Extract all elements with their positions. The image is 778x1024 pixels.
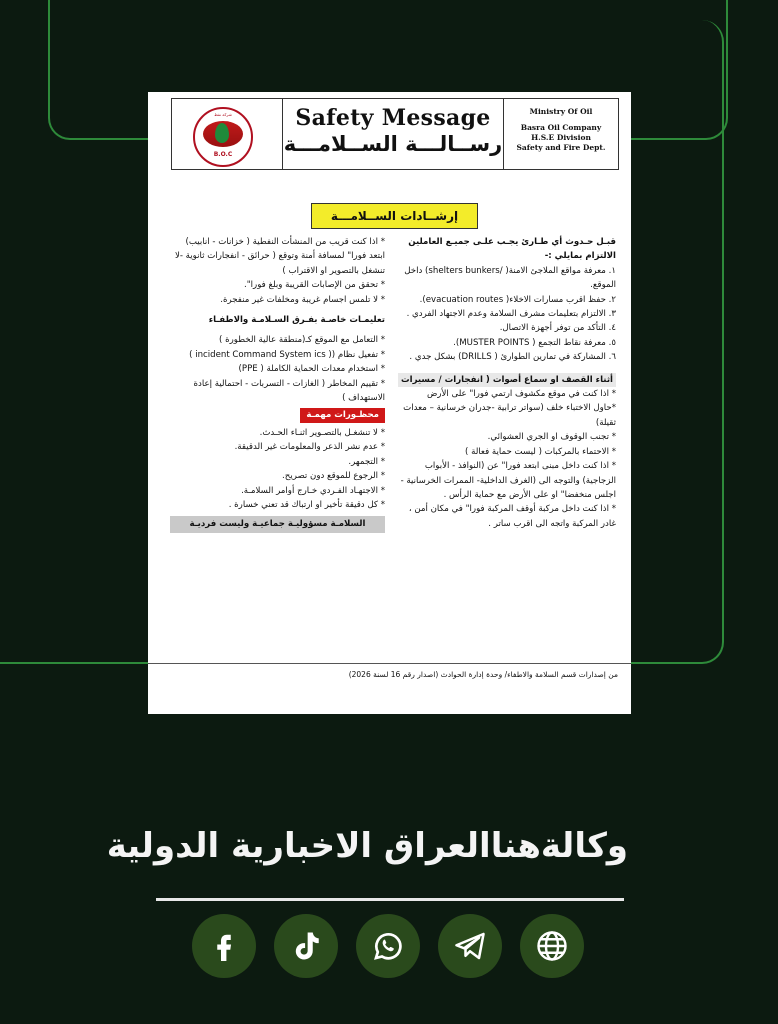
- during-item: * اذا كنت في موقع مكشوف ارتمي فورا" على الأرض: [426, 389, 616, 400]
- globe-icon[interactable]: [520, 914, 584, 978]
- teams-item: * تفعيل نظام (( incident Command System ics ): [189, 349, 385, 360]
- company-logo: [172, 99, 283, 169]
- company-name: Basra Oil Company: [520, 123, 602, 132]
- title-arabic: رســالـــة الســلامـــة: [283, 132, 503, 156]
- step-item: ٦. المشاركة في تمارين الطوارئ ( DRILLS) بشكل جدي .: [409, 352, 616, 363]
- step-item: ٣. الالتزام بتعليمات مشرف السلامة وعدم الاجتهاد الفردي .: [406, 309, 616, 320]
- agency-brand-name: وكالةهناالعراق الاخبارية الدولية: [106, 826, 628, 866]
- document-footer: من إصدارات قسم السلامة والاطفاء/ وحدة إدارة الحوادث (اصدار رقم 16 لسنة 2026): [348, 670, 618, 679]
- department-name: Safety and Fire Dept.: [516, 143, 606, 152]
- step-item: ٤. التأكد من توفر أجهزة الاتصال.: [499, 323, 616, 334]
- step-item: ٥. معرفة نقاط التجمع ( MUSTER POINTS).: [453, 337, 616, 348]
- document-header: [171, 98, 619, 170]
- during-item: * تجنب الوقوف او الجري العشوائي.: [487, 432, 616, 443]
- teams-item: * التعامل مع الموقع كـ(منطقة عالية الخطورة ): [219, 335, 385, 346]
- tiktok-icon[interactable]: [274, 914, 338, 978]
- forbidden-item: * الرجوع للموقع دون تصريح.: [282, 471, 385, 482]
- responsibility-banner: السلامـة مسؤوليـة جماعيـة وليست فرديـة: [170, 516, 385, 532]
- logo-top-text: شركة نفط: [214, 112, 232, 117]
- left-column: [170, 235, 385, 533]
- during-item: * اذا كنت داخل مركبة أوقف المركبة فورا" في مكان أمن ، غادر المركبة واتجه الى اقرب ساتر .: [408, 504, 616, 529]
- forbidden-heading: محظـورات مهمـة: [300, 408, 385, 422]
- ministry-block: [504, 99, 618, 169]
- division-name: H.S.E Division: [531, 133, 591, 142]
- during-item: *حاول الاختباء خلف (سواتر ترابية -جدران خرسانية – معدات ثقيلة): [403, 403, 616, 428]
- teams-heading: تعليمـات خاصـة بفـرق السـلامـة والاطفـاء: [208, 315, 385, 326]
- forbidden-item: * كل دقيقة تأخير او ارتباك قد تعني خسارة .: [228, 499, 385, 510]
- right-column: [398, 235, 616, 531]
- during-item: * اذا كنت داخل مبنى ابتعد فورا" عن (النوافذ - الأبواب الزجاجية) والتوجه الى (الغرف الداخلية- الممرات الخرسانية - اجلس منخفضا" او على الأرض مع حماية الرأس .: [400, 461, 616, 500]
- telegram-icon[interactable]: [438, 914, 502, 978]
- header-title: [283, 99, 504, 169]
- after-item: * اذا كنت قريب من المنشأت النفطية ( خزانات - انابيب) ابتعد فورا" لمسافة أمنة وتوقع ( حرائق - انفجارات ثانوية -لا تنشغل بالتصوير او الاقتراب ): [174, 237, 385, 276]
- step-item: ٢. حفظ اقرب مسارات الاخلاء( evacuation routes).: [419, 294, 616, 305]
- section-title: إرشــادات الســلامـــة: [311, 203, 478, 229]
- ministry-name: Ministry Of Oil: [529, 107, 593, 116]
- facebook-icon[interactable]: [192, 914, 256, 978]
- during-attack-heading: أثناء القصف او سماع أصوات ( انفجارات / مسيرات: [398, 373, 616, 387]
- forbidden-item: * التجمهر.: [348, 456, 385, 467]
- teams-item: * استخدام معدات الحماية الكاملة ( PPE): [238, 364, 385, 375]
- step-item: ١. معرفة مواقع الملاجئ الامنة( /shelters bunkers) داخل الموقع.: [404, 265, 616, 291]
- forbidden-item: * عدم نشر الذعر والمعلومات غير الدقيقة.: [234, 442, 385, 453]
- logo-text: B.O.C: [213, 151, 233, 158]
- forbidden-item: * الاجتهـاد الفـردي خـارج أوامر السلامـة.: [241, 485, 385, 496]
- after-item: * تحقق من الإصابات القريبة وبلغ فورا".: [243, 280, 385, 291]
- forbidden-item: * لا تنشغـل بالتصـوير اثنـاء الحـدث.: [259, 427, 385, 438]
- during-item: * الاحتماء بالمركبات ( ليست حماية فعالة ): [465, 446, 616, 457]
- title-english: Safety Message: [295, 105, 491, 131]
- whatsapp-icon[interactable]: [356, 914, 420, 978]
- intro-text: قبـل حـدوث أي طـارئ يجـب علـى جميـع العاملين الالتزام بمايلي :-: [408, 237, 616, 262]
- footer-divider: [148, 663, 631, 664]
- after-item: * لا تلمس اجسام غريبة ومخلفات غير منفجرة.: [220, 294, 385, 305]
- brand-underline: [156, 898, 624, 901]
- boc-logo-icon: [193, 107, 253, 167]
- teams-item: * تقييم المخاطر ( الغازات - التسربات - احتمالية إعادة الاستهداف ): [193, 378, 385, 404]
- safety-message-document: [148, 92, 631, 714]
